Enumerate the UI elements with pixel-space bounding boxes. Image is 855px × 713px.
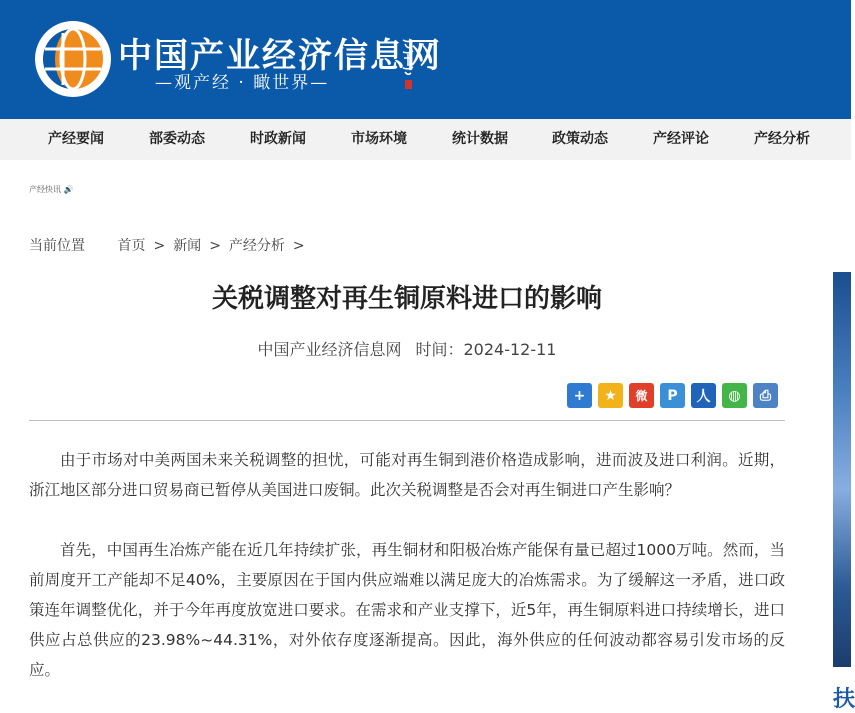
share-qzone-button[interactable]	[598, 383, 623, 408]
site-header	[0, 0, 851, 119]
breadcrumb-prefix: 当前位置	[29, 238, 85, 254]
breadcrumb-separator: >	[209, 238, 221, 254]
share-renren-button[interactable]	[691, 383, 716, 408]
nav-item-analysis[interactable]: 产经分析	[754, 131, 810, 147]
renren-icon: 人	[696, 388, 711, 405]
nav-item-commentary[interactable]: 产经评论	[653, 131, 709, 147]
breadcrumb-analysis[interactable]: 产经分析	[228, 238, 285, 254]
article-paragraph: 首先，中国再生冶炼产能在近几年持续扩张，再生铜材和阳极冶炼产能保有量已超过1000万吨。然而，当前周度开工产能却不足40%，主要原因在于国内供应端难以满足庞大的冶炼需求。为了缓解这一矛盾，进口政策连年调整优化，并于今年再度放宽进口要求。在需求和产业支撑下，近5年，再生铜原料进口持续增长，进口供应占总供应的23.98%~44.31%，对外依存度逐渐提高。因此，海外供应的任何波动都容易引发市场的反应。	[29, 541, 785, 679]
sidebar-ad-image[interactable]	[833, 272, 851, 667]
breadcrumb-separator: >	[292, 238, 305, 254]
main-nav	[0, 119, 851, 160]
weibo-icon: 微	[635, 389, 648, 403]
share-tencent-weibo-button[interactable]	[660, 383, 685, 408]
nav-item-industry-news[interactable]: 产经要闻	[48, 131, 104, 147]
breadcrumb-separator: >	[153, 238, 166, 254]
site-name: 中国产业经济信息网	[118, 36, 442, 76]
plus-icon: +	[573, 387, 586, 404]
calligraphy-seal	[400, 36, 416, 92]
article-time: 时间：2024-12-11	[415, 340, 557, 359]
article-paragraph: 由于市场对中美两国未来关税调整的担忧，可能对再生铜到港价格造成影响，进而波及进口利润。近期，浙江地区部分进口贸易商已暂停从美国进口废铜。此次关税调整是否会对再生铜进口产生影响？	[29, 451, 785, 499]
nav-item-statistics[interactable]: 统计数据	[452, 131, 508, 147]
tencent-weibo-icon: P	[667, 387, 678, 404]
share-more-button[interactable]	[567, 383, 592, 408]
breadcrumb	[29, 235, 313, 255]
site-logo[interactable]	[35, 21, 111, 97]
article-source: 中国产业经济信息网	[257, 340, 402, 359]
article-title: 关税调整对再生铜原料进口的影响	[211, 284, 602, 314]
title-divider	[29, 420, 785, 421]
nav-item-policy[interactable]: 政策动态	[552, 131, 608, 147]
listen-link[interactable]: 产经快讯 🔊	[29, 185, 74, 194]
share-wechat-button[interactable]	[722, 383, 747, 408]
sidebar-ad-text[interactable]: 扶	[833, 687, 855, 712]
nav-item-ministry[interactable]: 部委动态	[149, 131, 205, 147]
wechat-icon: ◍	[728, 387, 741, 404]
qzone-star-icon: ★	[604, 387, 617, 404]
print-button[interactable]	[753, 383, 778, 408]
print-icon: ⎙	[759, 387, 772, 404]
globe-logo-icon	[41, 27, 105, 91]
share-weibo-button[interactable]	[629, 383, 654, 408]
site-slogan: —观产经 · 瞰世界—	[155, 73, 330, 93]
nav-item-market[interactable]: 市场环境	[351, 131, 407, 147]
article-meta	[29, 337, 785, 360]
nav-item-politics[interactable]: 时政新闻	[250, 131, 306, 147]
breadcrumb-news[interactable]: 新闻	[173, 238, 202, 254]
breadcrumb-home[interactable]: 首页	[117, 238, 146, 254]
